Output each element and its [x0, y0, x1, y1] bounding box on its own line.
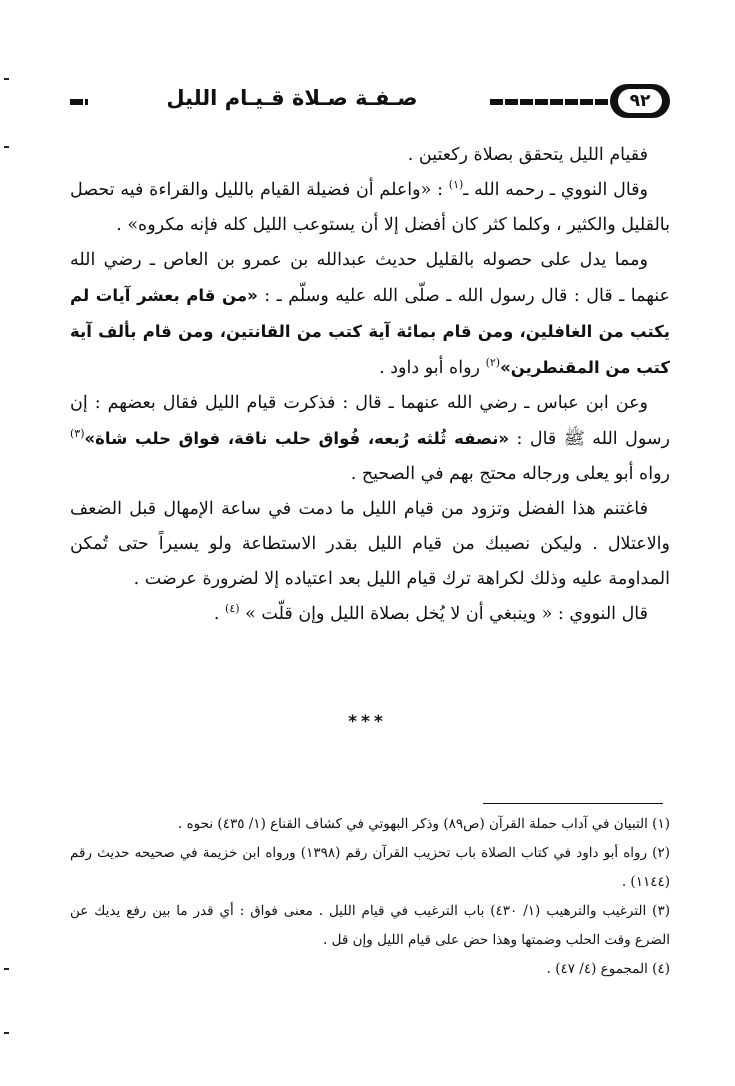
header-rule-left: [70, 99, 88, 105]
paragraph-3-source: رواه أبو داود .: [379, 358, 480, 378]
page-number-badge: [610, 84, 670, 118]
paragraph-4-source: رواه أبو يعلى ورجاله محتج بهم في الصحيح .: [350, 464, 670, 484]
footnote-ref-4: (٤): [225, 602, 240, 616]
footnote-rule: [483, 803, 663, 804]
header-rule-right: [490, 99, 608, 105]
footnote-ref-3: (٣): [70, 427, 85, 441]
main-text: [70, 138, 670, 632]
hadith-quote-2: «نصفه ثُلثه رُبعه، فُواق حلب ناقة، فواق حلب شاة»: [84, 429, 510, 448]
paragraph-6-text: قال النووي : « وينبغي أن لا يُخل بصلاة الليل وإن قلّت »: [245, 604, 648, 624]
hadith-quote-1: «من قام بعشر آيات لم يكتب من الغافلين، ومن قام بمائة آية كتب من القانتين، ومن قام بألف آية كتب من المقنطرين»: [70, 286, 670, 377]
margin-mark: [4, 146, 9, 148]
page-number: ٩٢: [618, 89, 662, 113]
paragraph-4-intro: وعن ابن عباس ـ رضي الله عنهما ـ قال : فذكرت قيام الليل فقال بعضهم : إن رسول الله ﷺ قال :: [70, 393, 670, 449]
paragraph-2: [70, 173, 670, 243]
paragraph-2-text: : «واعلم أن فضيلة القيام بالليل والقراءة فيه تحصل بالقليل والكثير ، وكلما كثر كان أفضل إلا أن يستوعب الليل كله فإنه مكروه» .: [70, 180, 670, 235]
paragraph-3-intro: ومما يدل على حصوله بالقليل حديث عبدالله بن عمرو بن العاص ـ رضي الله عنهما ـ قال : قال رسول الله ـ صلّى الله عليه وسلّم ـ :: [70, 250, 670, 306]
running-header: [70, 82, 670, 122]
header-title: صـفـة صـلاة قـيـام الليل: [166, 86, 418, 110]
paragraph-4: [70, 386, 670, 492]
margin-mark: [4, 78, 9, 80]
footnote-ref-1: (١): [448, 178, 464, 192]
footnote-4: (٤) المجموع (٤/ ٤٧) .: [546, 961, 670, 977]
paragraph-2-intro: وقال النووي ـ رحمه الله ـ: [463, 180, 649, 200]
footnote-ref-2: (٢): [485, 356, 501, 370]
paragraph-3: [70, 243, 670, 386]
footnote-1: (١) التبيان في آداب حملة القرآن (ص٨٩) وذكر البهوتي في كشاف القناع (١/ ٤٣٥) نحوه .: [178, 816, 670, 832]
footnotes: [70, 810, 670, 984]
margin-mark: [4, 1032, 9, 1034]
paragraph-1: فقيام الليل يتحقق بصلاة ركعتين .: [407, 145, 648, 165]
section-separator: ***: [348, 712, 387, 732]
footnote-3: (٣) الترغيب والترهيب (١/ ٤٣٠) باب الترغيب في قيام الليل . معنى فواق : أي قدر ما بين رفع يديك عن الضرع وقت الحلب وضمتها وهذا حض على قيام الليل وإن قل .: [70, 903, 670, 948]
footnote-2: (٢) رواه أبو داود في كتاب الصلاة باب تحزيب القرآن رقم (١٣٩٨) ورواه ابن خزيمة في صحيحه حديث رقم (١١٤٤) .: [70, 845, 670, 890]
paragraph-5: فاغتنم هذا الفضل وتزود من قيام الليل ما دمت في ساعة الإمهال قبل الضعف والاعتلال . وليكن نصيبك من قيام الليل بقدر الاستطاعة ولو يسيراً حتى تُمكن المداومة عليه وذلك لكراهة ترك قيام الليل بعد اعتياده إلا لضرورة عرضت .: [70, 499, 670, 589]
paragraph-6-end: .: [213, 604, 220, 624]
paragraph-6: [70, 597, 670, 632]
margin-mark: [4, 968, 9, 970]
